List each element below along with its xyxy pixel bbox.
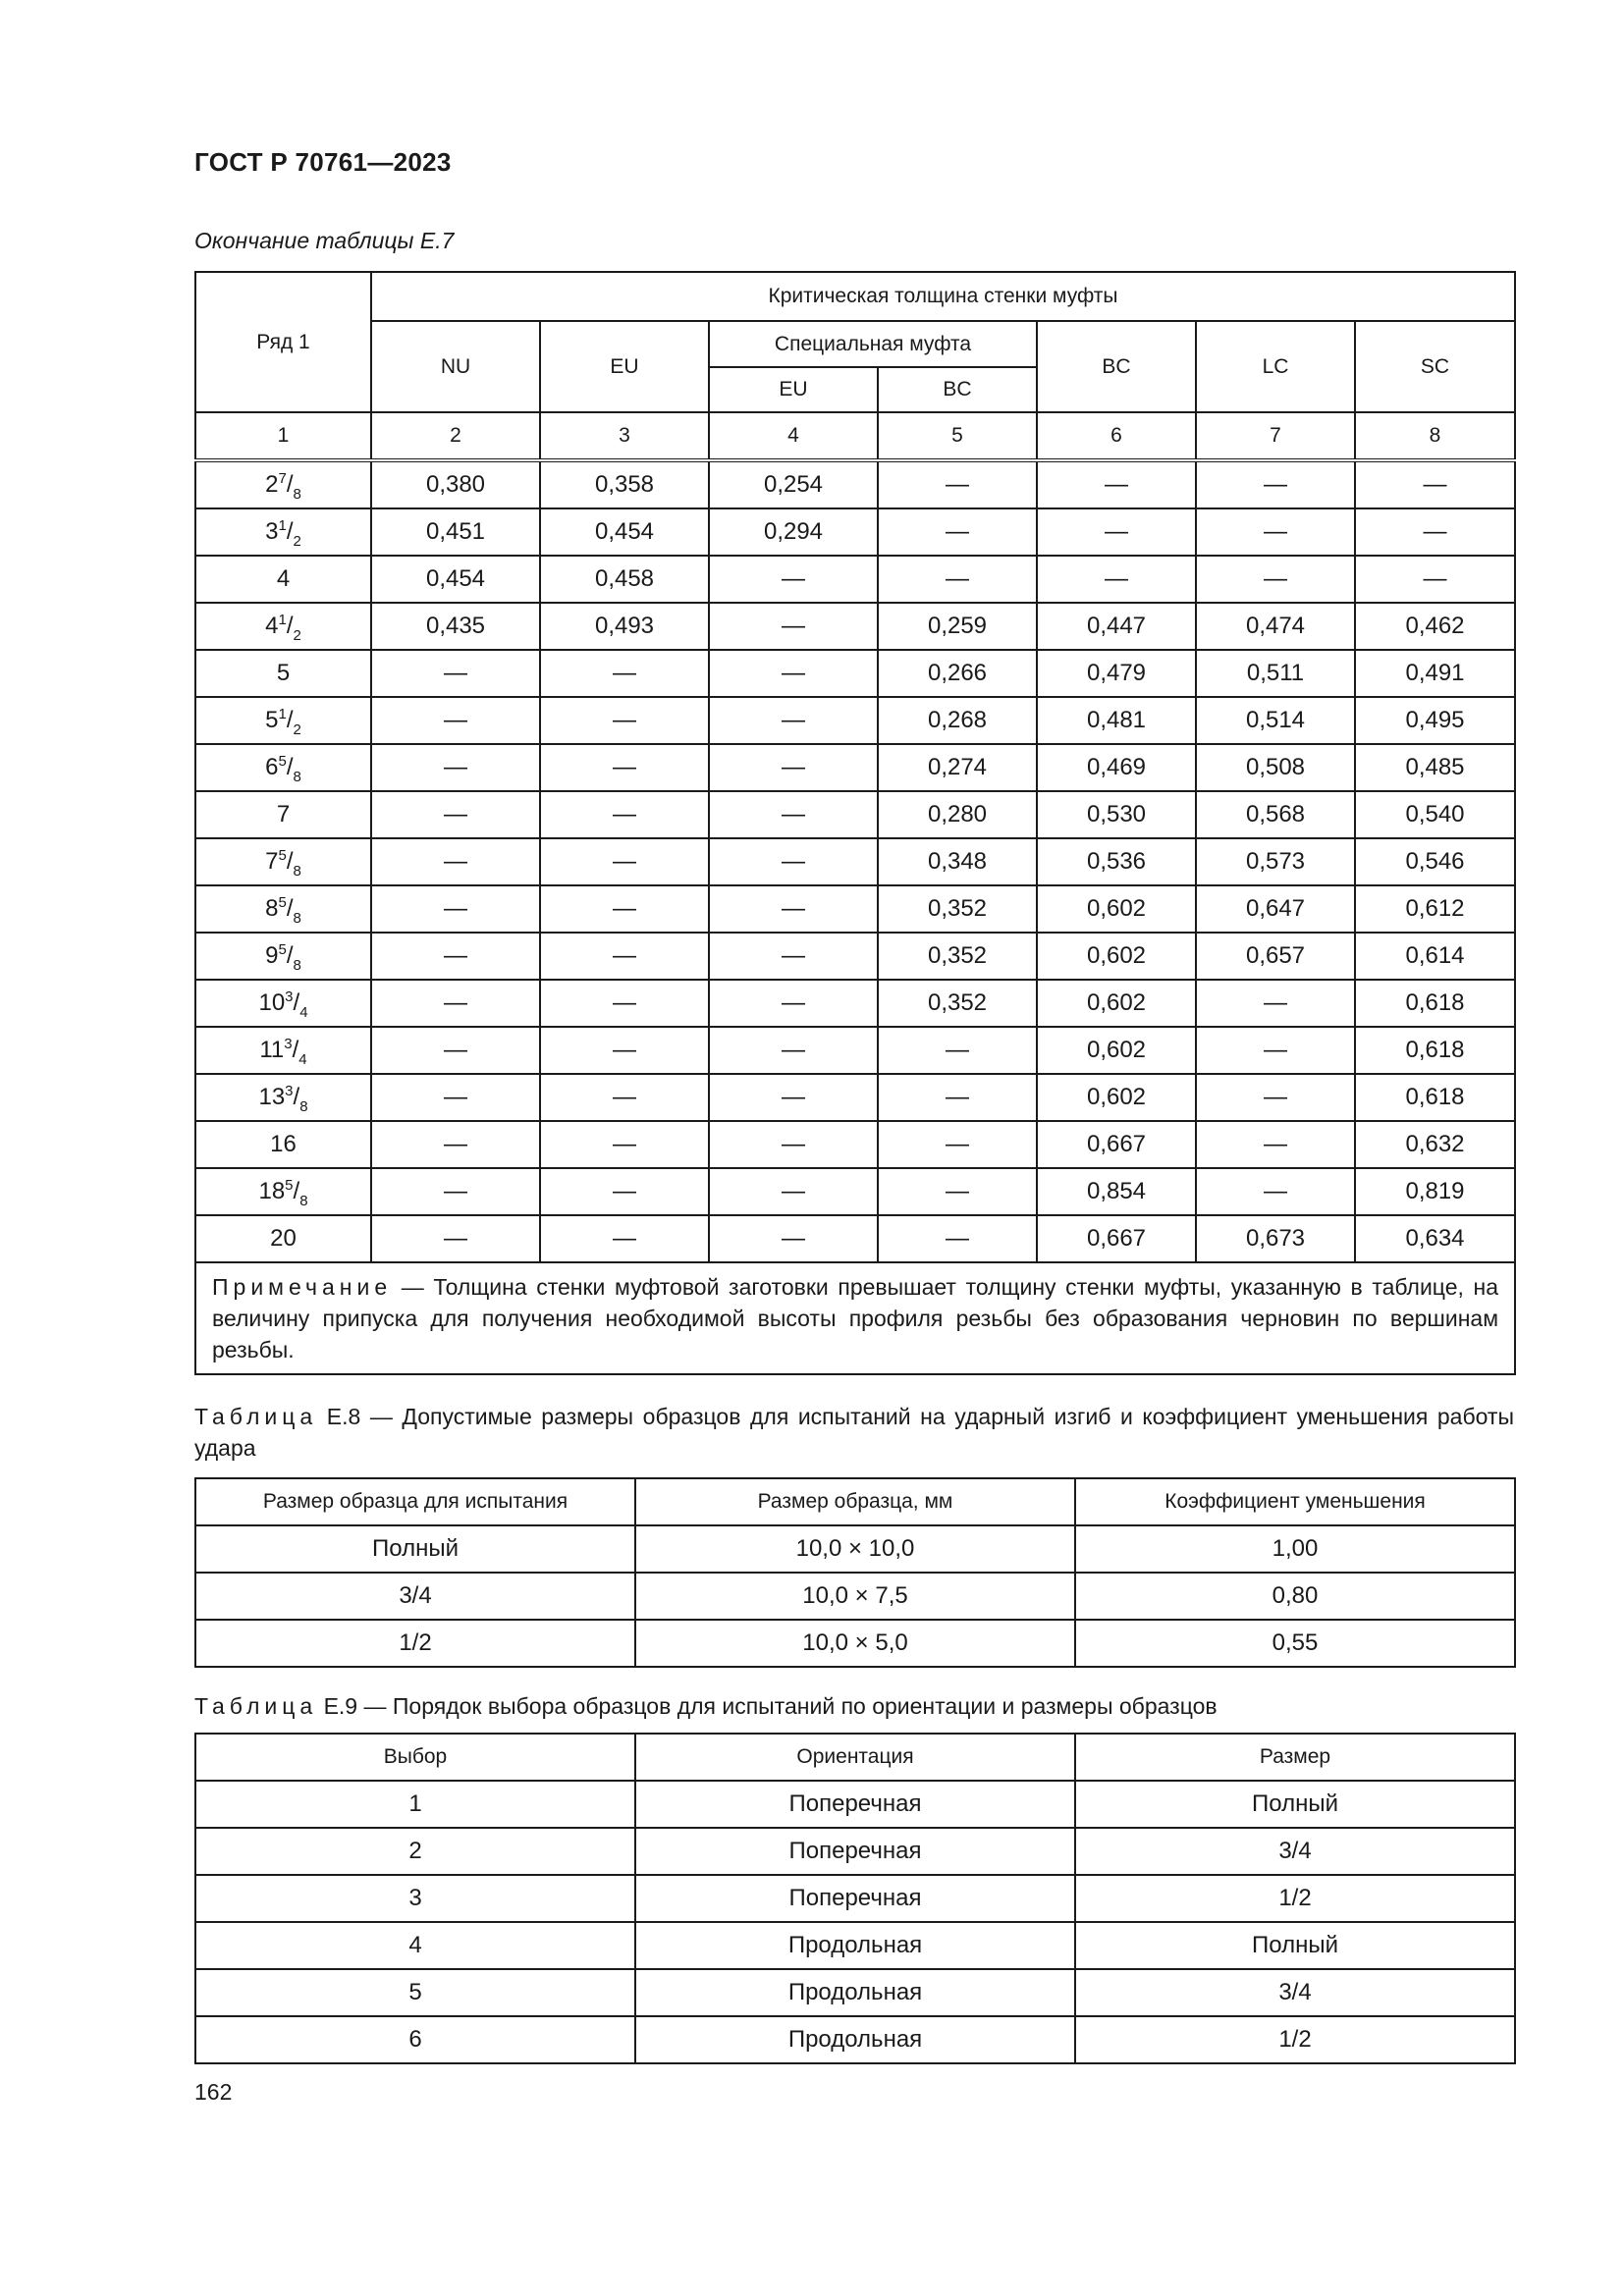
table-cell: 5	[195, 1969, 635, 2016]
table-cell: Продольная	[635, 1922, 1075, 1969]
table-cell: —	[709, 650, 878, 697]
pipe-size-cell	[195, 650, 371, 697]
column-number: 5	[878, 412, 1037, 460]
table-row	[195, 556, 1515, 603]
table-cell: 0,259	[878, 603, 1037, 650]
table-cell: —	[540, 980, 709, 1027]
table-row	[195, 1027, 1515, 1074]
table-cell: 0,614	[1355, 933, 1515, 980]
table-cell: 0,254	[709, 460, 878, 508]
pipe-size-cell: $3^1/_2$	[195, 508, 371, 556]
table-cell: —	[371, 1121, 540, 1168]
table-row	[195, 791, 1515, 838]
table-cell: —	[878, 556, 1037, 603]
table-cell: 3/4	[1075, 1969, 1515, 2016]
table-row	[195, 603, 1515, 650]
pipe-size-cell	[195, 1215, 371, 1262]
pipe-size-denominator: 4	[299, 1004, 308, 1021]
pipe-size-numerator: 5	[278, 847, 287, 864]
header-eu: EU	[540, 321, 709, 412]
table-cell: 0,511	[1196, 650, 1355, 697]
table-e8-caption-text: Е.8 — Допустимые размеры образцов для испытаний на ударный изгиб и коэффициент уменьшения работы удара	[194, 1404, 1514, 1461]
table-cell: 0,479	[1037, 650, 1196, 697]
table-cell: 6	[195, 2016, 635, 2063]
table-row	[195, 508, 1515, 556]
table-cell: 0,274	[878, 744, 1037, 791]
table-cell: 0,485	[1355, 744, 1515, 791]
document-title: ГОСТ Р 70761—2023	[194, 147, 452, 177]
table-row	[195, 980, 1515, 1027]
pipe-size-numerator: 5	[285, 1177, 294, 1194]
table-cell: Полный	[1075, 1781, 1515, 1828]
table-cell: 0,454	[540, 508, 709, 556]
table-cell: 1/2	[1075, 2016, 1515, 2063]
table-cell: —	[371, 838, 540, 885]
table-cell: 0,380	[371, 460, 540, 508]
pipe-size-whole: 13	[258, 1084, 286, 1110]
table-cell: 0,612	[1355, 885, 1515, 933]
table-row	[195, 1969, 1515, 2016]
pipe-size-cell: $9^5/_8$	[195, 933, 371, 980]
note-row	[195, 1262, 1515, 1374]
pipe-size-cell: $18^5/_8$	[195, 1168, 371, 1215]
pipe-size-cell: $11^3/_4$	[195, 1027, 371, 1074]
pipe-size-whole: 2	[265, 471, 279, 498]
table-cell: 0,632	[1355, 1121, 1515, 1168]
pipe-size-denominator: 8	[293, 957, 301, 974]
pipe-size-whole: 20	[270, 1225, 297, 1252]
pipe-size-cell: $5^1/_2$	[195, 697, 371, 744]
table-e8-caption-word: Таблица	[194, 1404, 318, 1429]
table-note	[195, 1262, 1515, 1374]
pipe-size-cell	[195, 556, 371, 603]
table-cell: —	[371, 933, 540, 980]
table-cell: —	[371, 650, 540, 697]
pipe-size-cell: $7^5/_8$	[195, 838, 371, 885]
table-cell: Продольная	[635, 2016, 1075, 2063]
table-cell: —	[1037, 556, 1196, 603]
table-cell: —	[1196, 1121, 1355, 1168]
table-cell: 0,55	[1075, 1620, 1515, 1667]
table-cell: 0,266	[878, 650, 1037, 697]
table-row	[195, 697, 1515, 744]
table-cell: —	[540, 933, 709, 980]
table-cell: 0,634	[1355, 1215, 1515, 1262]
column-number: 1	[195, 412, 371, 460]
table-cell: —	[371, 697, 540, 744]
table-row	[195, 885, 1515, 933]
header-row-label: Ряд 1	[195, 272, 371, 412]
column-number: 8	[1355, 412, 1515, 460]
table-cell: —	[709, 556, 878, 603]
pipe-size-numerator: 1	[278, 706, 287, 722]
pipe-size-cell: $4^1/_2$	[195, 603, 371, 650]
table-e9	[194, 1733, 1516, 2064]
pipe-size-whole: 6	[265, 754, 279, 780]
note-label: Примечание	[212, 1274, 393, 1300]
table-row	[195, 1121, 1515, 1168]
table-row	[195, 1875, 1515, 1922]
table-cell: 2	[195, 1828, 635, 1875]
table-cell: —	[709, 1121, 878, 1168]
table-cell: —	[1196, 556, 1355, 603]
table-cell: —	[1355, 508, 1515, 556]
pipe-size-denominator: 8	[293, 910, 301, 927]
column-number: 7	[1196, 412, 1355, 460]
table-cell: —	[709, 697, 878, 744]
table-cell: 0,352	[878, 933, 1037, 980]
table-cell: —	[371, 980, 540, 1027]
table-cell: 0,514	[1196, 697, 1355, 744]
header-special-coupling: Специальная муфта	[709, 321, 1037, 367]
pipe-size-whole: 3	[265, 518, 279, 545]
pipe-size-whole: 16	[270, 1131, 297, 1157]
table-cell: —	[709, 1027, 878, 1074]
table-row	[195, 460, 1515, 508]
pipe-size-denominator: 2	[293, 627, 301, 644]
pipe-size-cell: $8^5/_8$	[195, 885, 371, 933]
table-cell: 0,618	[1355, 980, 1515, 1027]
table-cell: Продольная	[635, 1969, 1075, 2016]
column-number: 2	[371, 412, 540, 460]
table-cell: —	[371, 744, 540, 791]
table-cell: 0,602	[1037, 933, 1196, 980]
pipe-size-denominator: 2	[293, 721, 301, 738]
pipe-size-cell: $6^5/_8$	[195, 744, 371, 791]
page-number: 162	[194, 2079, 233, 2105]
column-number: 3	[540, 412, 709, 460]
pipe-size-numerator: 1	[278, 517, 287, 534]
table-cell: —	[540, 697, 709, 744]
table-cell: 0,348	[878, 838, 1037, 885]
table-cell: 1,00	[1075, 1525, 1515, 1573]
header-sc: SC	[1355, 321, 1515, 412]
table-cell: —	[709, 603, 878, 650]
pipe-size-denominator: 8	[293, 486, 301, 503]
table-e9-caption-text: Е.9 — Порядок выбора образцов для испытаний по ориентации и размеры образцов	[317, 1693, 1218, 1719]
header-lc: LC	[1196, 321, 1355, 412]
table-cell: 0,673	[1196, 1215, 1355, 1262]
table-cell: 0,451	[371, 508, 540, 556]
column-number: 4	[709, 412, 878, 460]
table-cell: —	[709, 980, 878, 1027]
table-cell: —	[878, 1027, 1037, 1074]
table-cell: 0,530	[1037, 791, 1196, 838]
table-cell: 0,462	[1355, 603, 1515, 650]
header-bc: BC	[1037, 321, 1196, 412]
table-row	[195, 1828, 1515, 1875]
table-e8	[194, 1477, 1516, 1668]
column-header: Выбор	[195, 1734, 635, 1781]
table-row	[195, 1573, 1515, 1620]
table-cell: —	[371, 791, 540, 838]
pipe-size-whole: 9	[265, 942, 279, 969]
table-cell: 0,647	[1196, 885, 1355, 933]
header-nu: NU	[371, 321, 540, 412]
table-cell: —	[371, 885, 540, 933]
table-e7-continuation-caption: Окончание таблицы Е.7	[194, 228, 455, 253]
table-cell: —	[540, 1215, 709, 1262]
column-number: 6	[1037, 412, 1196, 460]
pipe-size-whole: 10	[258, 989, 286, 1016]
table-cell: 0,602	[1037, 885, 1196, 933]
column-header: Размер	[1075, 1734, 1515, 1781]
table-cell: —	[709, 1074, 878, 1121]
table-cell: 0,568	[1196, 791, 1355, 838]
pipe-size-whole: 7	[265, 848, 279, 875]
table-cell: —	[540, 650, 709, 697]
table-cell: 3/4	[1075, 1828, 1515, 1875]
table-cell: 0,854	[1037, 1168, 1196, 1215]
header-group-label: Критическая толщина стенки муфты	[371, 272, 1515, 321]
table-cell: —	[540, 1074, 709, 1121]
table-cell: 0,573	[1196, 838, 1355, 885]
pipe-size-denominator: 2	[293, 533, 301, 550]
table-cell: —	[709, 791, 878, 838]
table-row	[195, 1922, 1515, 1969]
table-e9-caption-word: Таблица	[194, 1693, 318, 1719]
pipe-size-numerator: 3	[284, 1036, 293, 1052]
table-cell: 0,667	[1037, 1121, 1196, 1168]
table-cell: —	[1355, 556, 1515, 603]
table-cell: —	[540, 1121, 709, 1168]
table-row	[195, 933, 1515, 980]
table-row	[195, 1781, 1515, 1828]
table-cell: Полный	[195, 1525, 635, 1573]
table-cell: 0,474	[1196, 603, 1355, 650]
table-row	[195, 1168, 1515, 1215]
table-cell: 0,819	[1355, 1168, 1515, 1215]
table-cell: —	[878, 508, 1037, 556]
pipe-size-numerator: 3	[285, 1083, 294, 1099]
pipe-size-denominator: 8	[299, 1193, 308, 1209]
table-cell: 0,294	[709, 508, 878, 556]
table-cell: —	[371, 1168, 540, 1215]
pipe-size-whole: 5	[276, 660, 291, 686]
table-row	[195, 744, 1515, 791]
pipe-size-whole: 4	[276, 565, 291, 592]
table-cell: 0,447	[1037, 603, 1196, 650]
table-cell: —	[1196, 1027, 1355, 1074]
table-cell: Полный	[1075, 1922, 1515, 1969]
pipe-size-whole: 7	[276, 801, 291, 828]
table-cell: 10,0 × 5,0	[635, 1620, 1075, 1667]
column-header: Ориентация	[635, 1734, 1075, 1781]
pipe-size-denominator: 8	[299, 1098, 308, 1115]
table-cell: —	[878, 1168, 1037, 1215]
table-cell: 0,458	[540, 556, 709, 603]
table-cell: —	[1196, 1074, 1355, 1121]
table-cell: 0,602	[1037, 1074, 1196, 1121]
table-cell: 3/4	[195, 1573, 635, 1620]
table-cell: 0,495	[1355, 697, 1515, 744]
table-cell: —	[1196, 460, 1355, 508]
table-e8-caption	[194, 1401, 1514, 1464]
table-cell: —	[878, 1121, 1037, 1168]
pipe-size-cell	[195, 1121, 371, 1168]
table-cell: —	[540, 838, 709, 885]
pipe-size-cell: $13^3/_8$	[195, 1074, 371, 1121]
table-cell: —	[540, 791, 709, 838]
table-cell: 0,280	[878, 791, 1037, 838]
table-cell: 1/2	[195, 1620, 635, 1667]
pipe-size-whole: 4	[265, 613, 279, 639]
table-cell: 4	[195, 1922, 635, 1969]
table-e9-caption	[194, 1690, 1514, 1722]
table-cell: Поперечная	[635, 1828, 1075, 1875]
table-cell: 0,352	[878, 980, 1037, 1027]
table-cell: —	[1037, 508, 1196, 556]
table-cell: 0,435	[371, 603, 540, 650]
table-cell: —	[540, 1168, 709, 1215]
table-cell: —	[1355, 460, 1515, 508]
table-row	[195, 1215, 1515, 1262]
table-cell: Поперечная	[635, 1781, 1075, 1828]
table-cell: 0,493	[540, 603, 709, 650]
table-cell: —	[540, 885, 709, 933]
pipe-size-whole: 18	[258, 1178, 286, 1204]
pipe-size-cell: $2^7/_8$	[195, 460, 371, 508]
column-header: Коэффициент уменьшения	[1075, 1478, 1515, 1525]
pipe-size-numerator: 5	[278, 894, 287, 911]
table-row	[195, 1620, 1515, 1667]
table-cell: —	[1196, 980, 1355, 1027]
pipe-size-cell	[195, 791, 371, 838]
table-cell: —	[709, 885, 878, 933]
table-cell: 1/2	[1075, 1875, 1515, 1922]
header-special-eu: EU	[709, 367, 878, 412]
table-cell: 3	[195, 1875, 635, 1922]
table-cell: —	[878, 1074, 1037, 1121]
pipe-size-whole: 11	[259, 1037, 285, 1063]
table-cell: 0,602	[1037, 1027, 1196, 1074]
table-cell: —	[540, 1027, 709, 1074]
table-cell: 0,546	[1355, 838, 1515, 885]
table-row	[195, 1525, 1515, 1573]
table-cell: —	[878, 460, 1037, 508]
table-cell: 0,657	[1196, 933, 1355, 980]
table-cell: —	[540, 744, 709, 791]
table-cell: —	[371, 1027, 540, 1074]
pipe-size-denominator: 8	[293, 769, 301, 785]
table-cell: 0,481	[1037, 697, 1196, 744]
table-cell: 0,469	[1037, 744, 1196, 791]
table-cell: —	[709, 1168, 878, 1215]
table-cell: 10,0 × 7,5	[635, 1573, 1075, 1620]
table-cell: 10,0 × 10,0	[635, 1525, 1075, 1573]
table-cell: —	[1196, 508, 1355, 556]
table-cell: 0,268	[878, 697, 1037, 744]
pipe-size-whole: 8	[265, 895, 279, 922]
pipe-size-numerator: 7	[278, 470, 287, 487]
table-row	[195, 650, 1515, 697]
table-row	[195, 2016, 1515, 2063]
pipe-size-cell: $10^3/_4$	[195, 980, 371, 1027]
table-cell: 1	[195, 1781, 635, 1828]
table-cell: —	[709, 744, 878, 791]
table-cell: 0,352	[878, 885, 1037, 933]
table-cell: —	[709, 838, 878, 885]
table-cell: 0,618	[1355, 1027, 1515, 1074]
table-cell: 0,618	[1355, 1074, 1515, 1121]
pipe-size-numerator: 3	[285, 988, 294, 1005]
table-cell: Поперечная	[635, 1875, 1075, 1922]
pipe-size-denominator: 8	[293, 863, 301, 880]
table-cell: —	[371, 1074, 540, 1121]
table-cell: 0,540	[1355, 791, 1515, 838]
table-cell: 0,602	[1037, 980, 1196, 1027]
table-cell: 0,536	[1037, 838, 1196, 885]
table-cell: —	[878, 1215, 1037, 1262]
table-cell: 0,508	[1196, 744, 1355, 791]
table-cell: 0,358	[540, 460, 709, 508]
note-text: — Толщина стенки муфтовой заготовки превышает толщину стенки муфты, указанную в таблице, на величину припуска для получения необходимой высоты профиля резьбы без образования черновин по вершинам резьбы.	[212, 1274, 1499, 1362]
header-special-bc: BC	[878, 367, 1037, 412]
table-cell: 0,491	[1355, 650, 1515, 697]
column-header: Размер образца для испытания	[195, 1478, 635, 1525]
pipe-size-whole: 5	[265, 707, 279, 733]
table-cell: 0,454	[371, 556, 540, 603]
table-cell: —	[371, 1215, 540, 1262]
pipe-size-denominator: 4	[298, 1051, 307, 1068]
table-cell: —	[709, 933, 878, 980]
pipe-size-numerator: 5	[278, 753, 287, 770]
table-cell: —	[709, 1215, 878, 1262]
pipe-size-numerator: 1	[278, 612, 287, 628]
table-cell: —	[1037, 460, 1196, 508]
table-cell: 0,80	[1075, 1573, 1515, 1620]
table-cell: 0,667	[1037, 1215, 1196, 1262]
pipe-size-numerator: 5	[278, 941, 287, 958]
table-row	[195, 838, 1515, 885]
column-header: Размер образца, мм	[635, 1478, 1075, 1525]
table-cell: —	[1196, 1168, 1355, 1215]
table-row	[195, 1074, 1515, 1121]
table-e7	[194, 271, 1516, 1375]
